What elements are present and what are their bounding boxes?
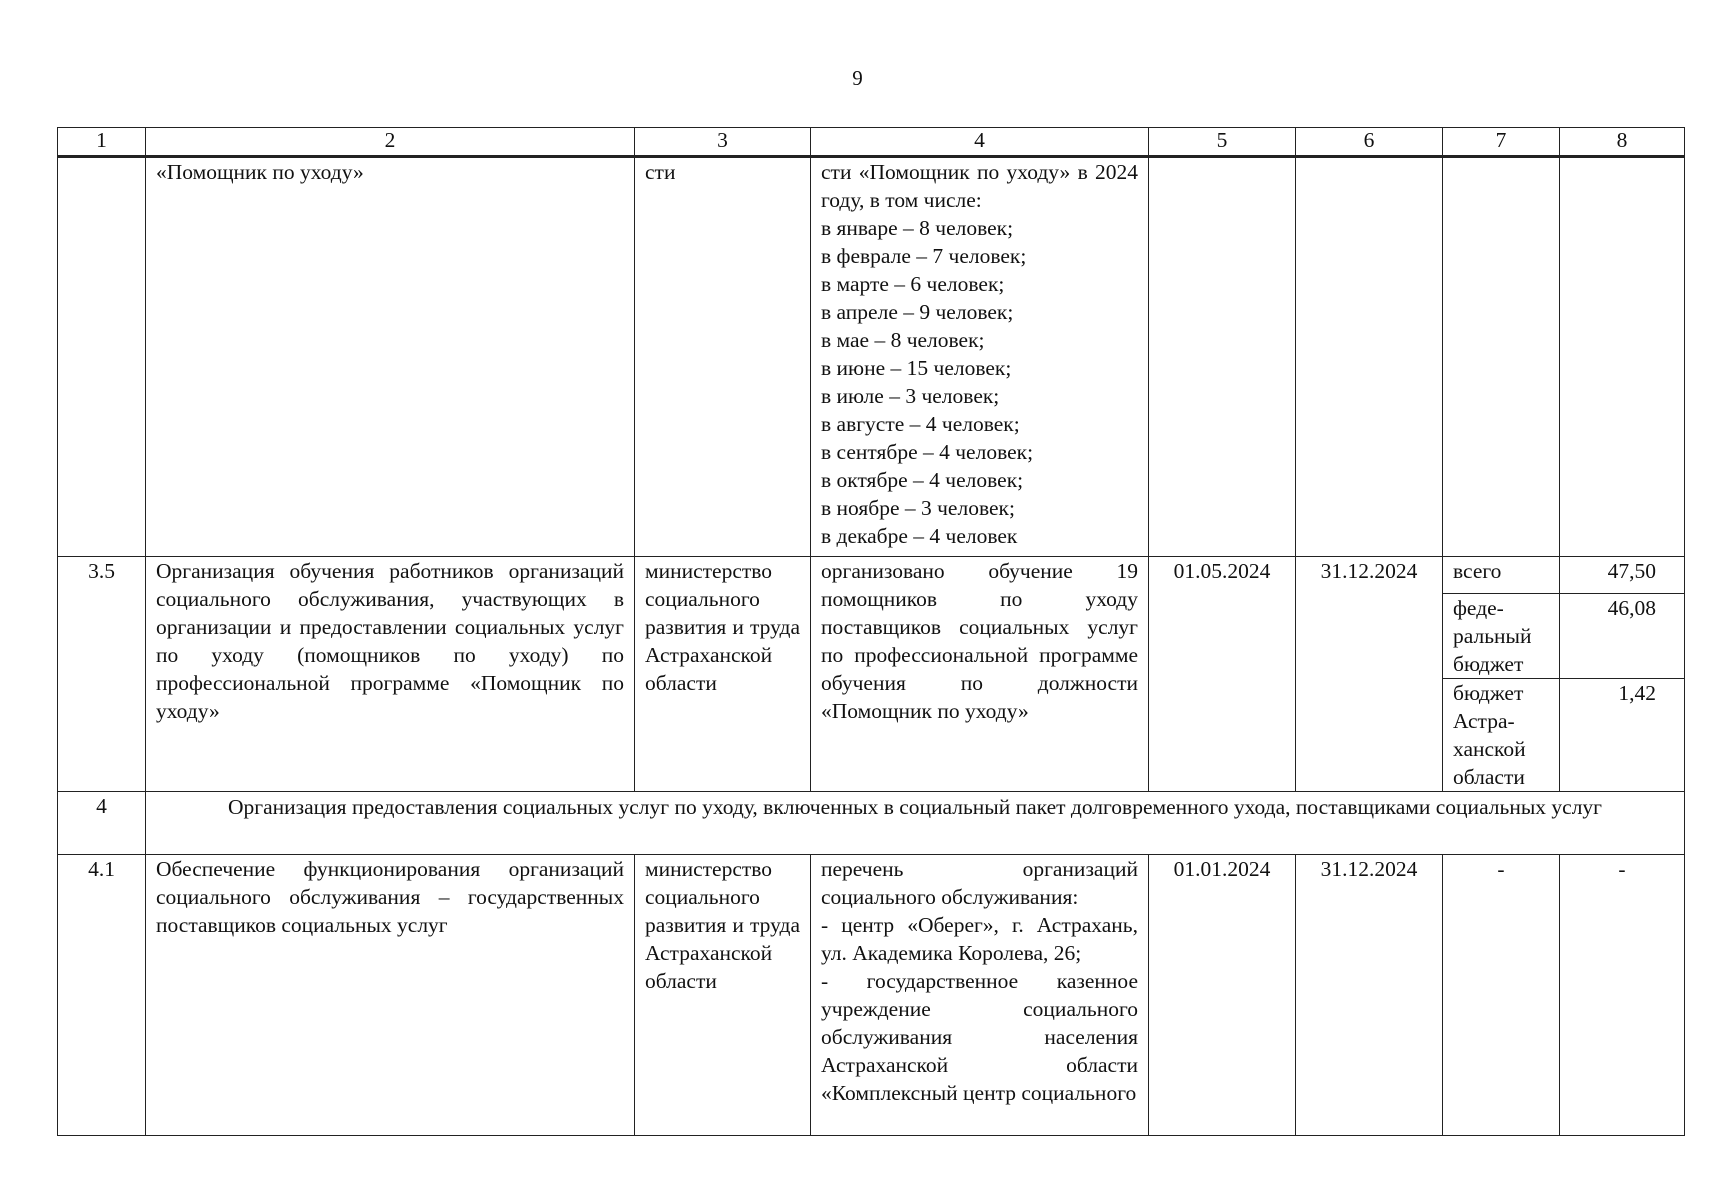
- funding-amount-cell: 47,50: [1560, 557, 1685, 594]
- result-line: в ноябре – 3 человек;: [821, 496, 1015, 520]
- result-line: - государственное казенное учреждение социального обслуживания населения Астраханской области «Комплексный центр социального: [821, 969, 1138, 1105]
- row-number-cell: 4.1: [58, 855, 146, 1136]
- column-number-header: [58, 128, 1685, 157]
- end-date-cell: [1296, 157, 1443, 557]
- section-number-cell: 4: [58, 792, 146, 855]
- column-header: 1: [58, 128, 146, 157]
- event-title-cell: Обеспечение функционирования организаций социального обслуживания – государственных поставщиков социальных услуг: [146, 855, 635, 1136]
- column-header: 8: [1560, 128, 1685, 157]
- column-header: 3: [635, 128, 811, 157]
- row-number-cell: [58, 157, 146, 557]
- result-line: - центр «Оберег», г. Астрахань, ул. Академика Королева, 26;: [821, 913, 1138, 965]
- table-row: [58, 557, 1685, 594]
- result-line: в феврале – 7 человек;: [821, 244, 1027, 268]
- result-cell: [811, 855, 1149, 1136]
- event-title-cell: «Помощник по уходу»: [146, 157, 635, 557]
- funding-source-cell: бюджет Астра-ханской области: [1443, 679, 1560, 792]
- result-line: в июне – 15 человек;: [821, 356, 1012, 380]
- result-line: в августе – 4 человек;: [821, 412, 1020, 436]
- column-header: 4: [811, 128, 1149, 157]
- result-line: в октябре – 4 человек;: [821, 468, 1024, 492]
- funding-amount-cell: 1,42: [1560, 679, 1685, 792]
- result-line: в декабре – 4 человек: [821, 524, 1018, 548]
- executor-cell: министерство социального развития и труда Астраханской области: [635, 855, 811, 1136]
- funding-source-cell: феде-ральный бюджет: [1443, 594, 1560, 679]
- funding-amount-cell: 46,08: [1560, 594, 1685, 679]
- executor-cell: министерство социального развития и труда Астраханской области: [635, 557, 811, 792]
- column-header: 6: [1296, 128, 1443, 157]
- result-line: в июле – 3 человек;: [821, 384, 1000, 408]
- table-row: [58, 855, 1685, 1136]
- column-header: 7: [1443, 128, 1560, 157]
- start-date-cell: [1149, 157, 1296, 557]
- result-line: в сентябре – 4 человек;: [821, 440, 1034, 464]
- result-line: в январе – 8 человек;: [821, 216, 1014, 240]
- section-row: [58, 792, 1685, 855]
- row-number-cell: 3.5: [58, 557, 146, 792]
- funding-amount-cell: [1560, 157, 1685, 557]
- table-row: [58, 157, 1685, 557]
- funding-source-cell: [1443, 157, 1560, 557]
- result-line: сти «Помощник по уходу» в 2024 году, в том числе:: [821, 160, 1138, 212]
- result-cell: [811, 157, 1149, 557]
- result-line: в апреле – 9 человек;: [821, 300, 1014, 324]
- start-date-cell: 01.01.2024: [1149, 855, 1296, 1136]
- end-date-cell: 31.12.2024: [1296, 557, 1443, 792]
- page-number: 9: [852, 66, 863, 90]
- result-line: в марте – 6 человек;: [821, 272, 1005, 296]
- executor-cell: сти: [635, 157, 811, 557]
- result-cell: организовано обучение 19 помощников по уходу поставщиков социальных услуг по профессиональной программе обучения по должности «Помощник по уходу»: [811, 557, 1149, 792]
- start-date-cell: 01.05.2024: [1149, 557, 1296, 792]
- event-title-cell: Организация обучения работников организаций социального обслуживания, участвующих в организации и предоставлении социальных услуг по уходу (помощников по уходу) по профессиональной программе «Помощник по уходу»: [146, 557, 635, 792]
- column-header: 5: [1149, 128, 1296, 157]
- funding-source-cell: всего: [1443, 557, 1560, 594]
- section-title-cell: Организация предоставления социальных услуг по уходу, включенных в социальный пакет долговременного ухода, поставщиками социальных услуг: [146, 792, 1685, 855]
- end-date-cell: 31.12.2024: [1296, 855, 1443, 1136]
- result-line: перечень организаций социального обслуживания:: [821, 857, 1138, 909]
- funding-amount-cell: -: [1560, 855, 1685, 1136]
- result-line: в мае – 8 человек;: [821, 328, 985, 352]
- action-plan-table: [57, 127, 1685, 1136]
- funding-source-cell: -: [1443, 855, 1560, 1136]
- column-header: 2: [146, 128, 635, 157]
